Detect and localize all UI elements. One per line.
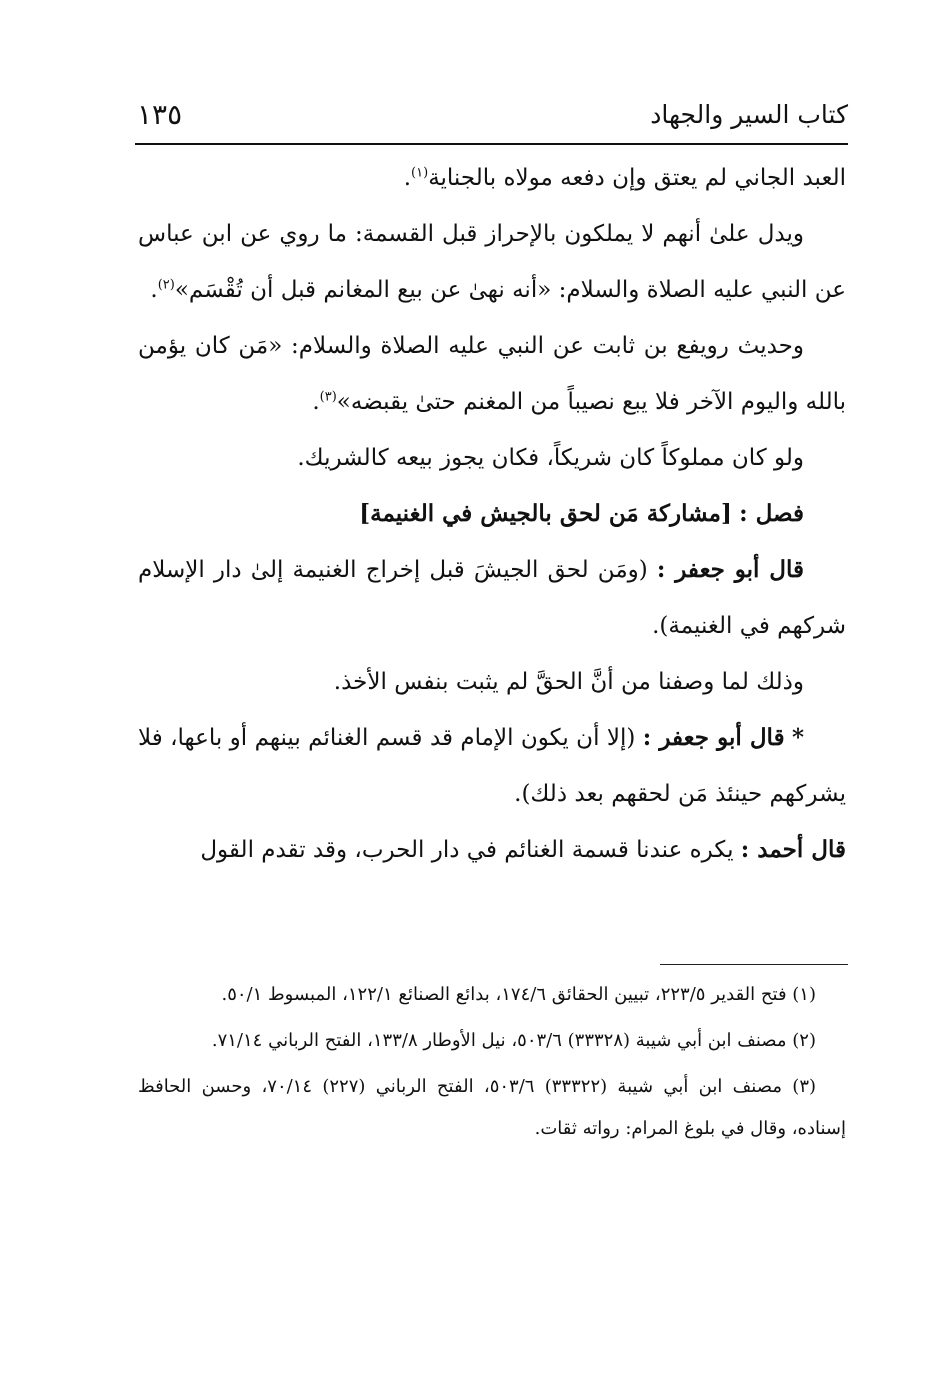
footnote-1: (١) فتح القدير ٢٢٣/٥، تبيين الحقائق ١٧٤/٦، بدائع الصنائع ١٢٢/١، المبسوط ٥٠/١. [221, 984, 816, 1005]
paragraph-5: قال أبو جعفر : (ومَن لحق الجيشَ قبل إخراج الغنيمة إلىٰ دار الإسلام شركهم في الغنيمة). [138, 556, 846, 639]
paragraph-6: وذلك لما وصفنا من أنَّ الحقَّ لم يثبت بنفس الأخذ. [333, 669, 804, 695]
footnote-2: (٢) مصنف ابن أبي شيبة (٣٣٣٢٨) ٥٠٣/٦، نيل الأوطار ١٣٣/٨، الفتح الرباني ٧١/١٤. [211, 1030, 816, 1051]
page-header [135, 98, 848, 142]
header-rule [135, 143, 848, 145]
running-title: كتاب السير والجهاد [650, 100, 848, 129]
paragraph-7: * قال أبو جعفر : (إلا أن يكون الإمام قد قسم الغنائم بينهم أو باعها، فلا يشركهم حينئذ مَن لحقهم بعد ذلك). [138, 724, 846, 807]
paragraph-2: ويدل علىٰ أنهم لا يملكون بالإحراز قبل القسمة: ما روي عن ابن عباس عن النبي عليه الصلاة والسلام: «أنه نهىٰ عن بيع المغانم قبل أن تُقْسَم»$^{(٢)}$. [138, 221, 846, 303]
section-heading [138, 486, 846, 542]
speaker-ahmad: قال أحمد : [740, 836, 846, 863]
asterisk-mark: * [791, 724, 804, 751]
footnote-3: (٣) مصنف ابن أبي شيبة (٣٣٣٢٢) ٥٠٣/٦، الفتح الرباني (٢٢٧) ٧٠/١٤، وحسن الحافظ إسناده، وقال في بلوغ المرام: رواته ثقات. [138, 1076, 846, 1139]
footnote-ref-2: (٢) [157, 277, 175, 293]
footnote-ref-1: (١) [411, 165, 429, 181]
section-label: فصل : [739, 500, 804, 527]
paragraph-8: قال أحمد : يكره عندنا قسمة الغنائم في دار الحرب، وقد تقدم القول [200, 836, 846, 863]
paragraph-4: ولو كان مملوكاً كان شريكاً، فكان يجوز بيعه كالشريك. [297, 445, 804, 471]
footnotes [138, 974, 846, 1154]
main-text [138, 150, 846, 878]
speaker-abu-jafar: قال أبو جعفر : [656, 556, 804, 583]
page-number: ١٣٥ [137, 98, 183, 131]
paragraph-1: العبد الجاني لم يعتق وإن دفعه مولاه بالجناية$^{(١)}$. [403, 165, 846, 191]
footnote-rule [660, 964, 848, 965]
paragraph-3: وحديث رويفع بن ثابت عن النبي عليه الصلاة والسلام: «مَن كان يؤمن بالله واليوم الآخر فلا يبع نصيباً من المغنم حتىٰ يقبضه»$^{(٣)}$. [138, 333, 846, 415]
speaker-abu-jafar-2: قال أبو جعفر : [642, 724, 785, 751]
section-title: [مشاركة مَن لحق بالجيش في الغنيمة] [359, 500, 732, 527]
footnote-ref-3: (٣) [319, 389, 337, 405]
